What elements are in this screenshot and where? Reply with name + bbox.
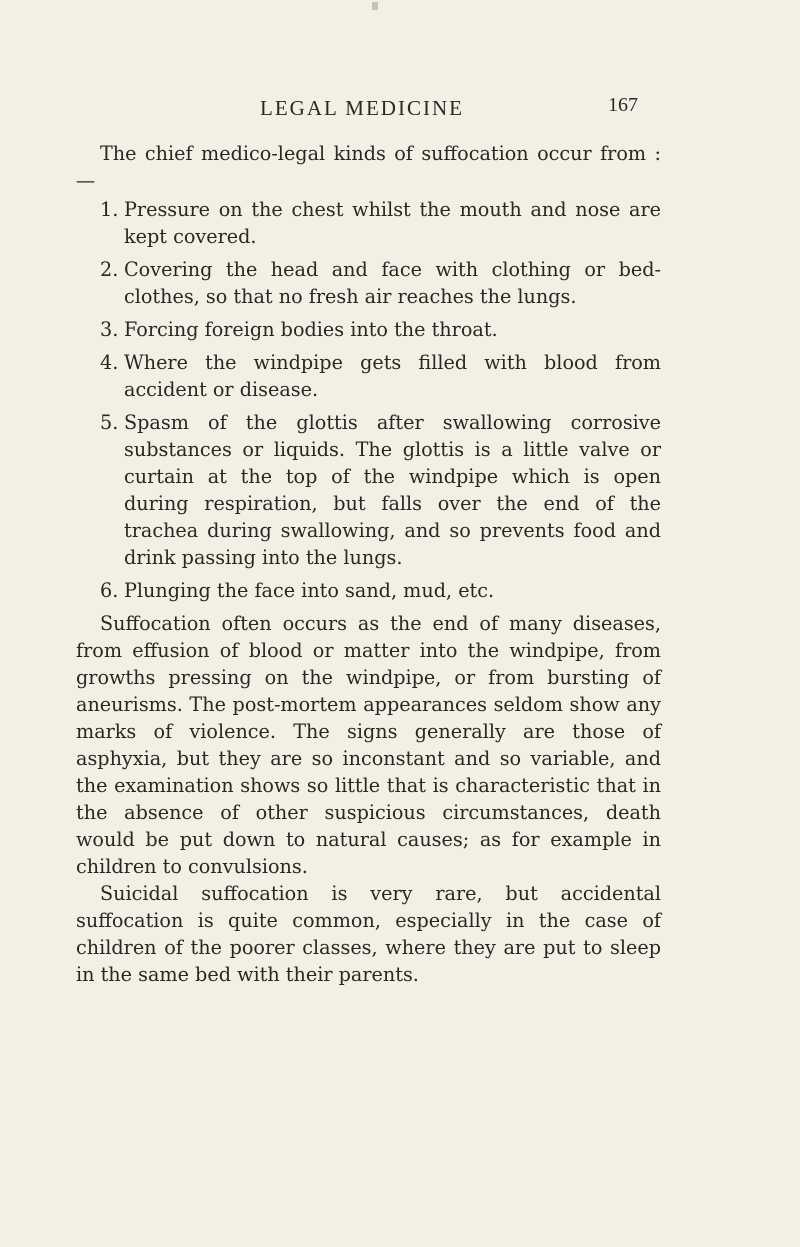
list-item-text: Forcing foreign bodies into the throat. [124,318,498,341]
list-item-number: 2. [100,258,119,281]
list-item-text: Pressure on the chest whilst the mouth and nose are kept covered. [124,198,661,248]
list-item-text: Spasm of the glottis after swallowing corrosive substances or liquids. The glottis is a little valve or curtain at the top of the windpipe which is open during respiration, but falls over the end of the trachea during swallowing, and so prevents food and drink passing into the lungs. [124,411,661,569]
list-item [76,316,661,343]
list-item-text: Covering the head and face with clothing or bed-clothes, so that no fresh air reaches the lungs. [124,258,661,308]
list-item-number: 6. [100,579,119,602]
list-item-text: Plunging the face into sand, mud, etc. [124,579,495,602]
body-paragraph: Suicidal suffocation is very rare, but accidental suffocation is quite common, especially in the case of children of the poorer classes, where they are put to sleep in the same bed with their parents. [76,882,661,986]
running-head: LEGAL MEDICINE [260,96,464,120]
intro-paragraph: The chief medico-legal kinds of suffocation occur from :— [76,142,661,192]
page-mark [372,2,378,10]
list-item [76,349,661,403]
list-item [76,256,661,310]
body-text [76,140,661,988]
list-item-number: 4. [100,351,119,374]
list-item-number: 1. [100,198,119,221]
body-paragraph: Suffocation often occurs as the end of many diseases, from effusion of blood or matter into the windpipe, from growths pressing on the windpipe, or from bursting of aneurisms. The post-mortem appearances seldom show any marks of violence. The signs generally are those of asphyxia, but they are so inconstant and so variable, and the examination shows so little that is characteristic that in the absence of other suspicious circumstances, death would be put down to natural causes; as for example in children to convulsions. [76,612,661,878]
page-number: 167 [608,94,638,116]
suffocation-kinds-list [76,196,661,604]
list-item [76,196,661,250]
list-item [76,577,661,604]
list-item [76,409,661,571]
list-item-text: Where the windpipe gets filled with blood from accident or disease. [124,351,661,401]
list-item-number: 5. [100,411,119,434]
list-item-number: 3. [100,318,119,341]
